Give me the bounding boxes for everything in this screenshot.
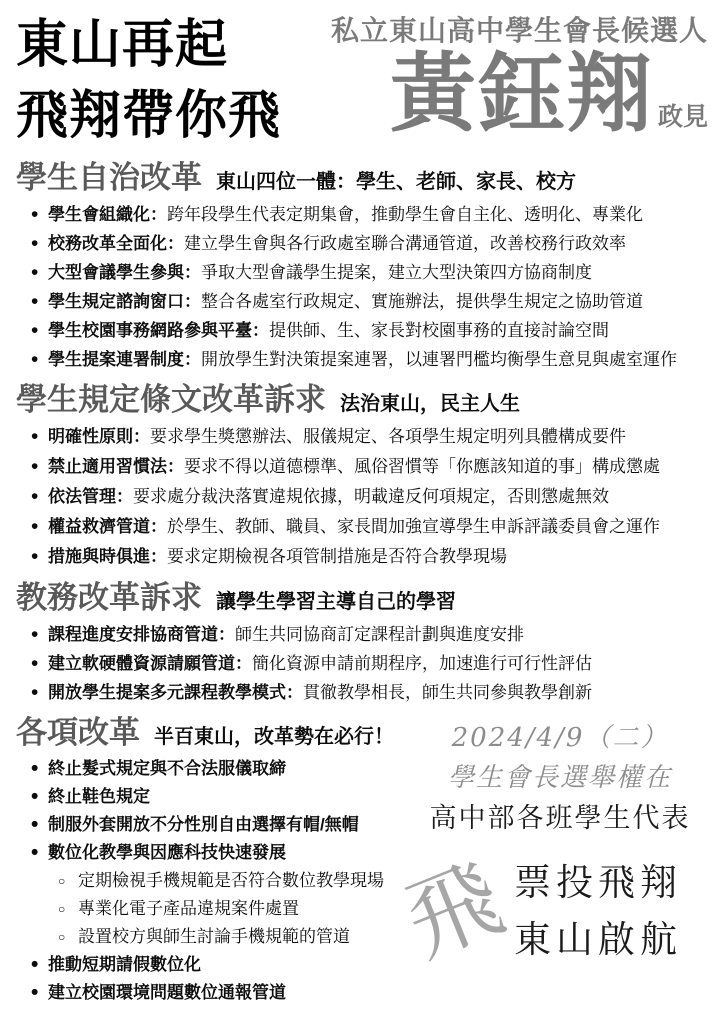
fly-character-watermark: 飛 (391, 843, 517, 978)
policy-list (16, 620, 708, 707)
platform-label: 政見 (657, 102, 708, 131)
section-subtitle: 東山四位一體：學生、老師、家長、校方 (216, 171, 576, 193)
policy-item: • 學生提案連署制度：開放學生對決策提案連署，以連署門檻均衡學生意見與處室運作 (48, 345, 708, 374)
section-subtitle: 半百東山，改革勢在必行！ (154, 726, 394, 748)
policy-subitem: ○ 設置校方與師生討論手機規範的管道 (78, 923, 708, 951)
policy-item: • 開放學生提案多元課程教學模式：貫徹教學相長，師生共同參與教學創新 (48, 678, 708, 707)
policy-list (16, 200, 708, 374)
section-title: 學生規定條文改革訴求 (16, 382, 326, 417)
candidate-intro: 私立東山高中學生會長候選人 (330, 15, 708, 46)
policy-item: • 禁止適用習慣法：要求不得以道德標準、風俗習慣等「你應該知道的事」構成懲處 (48, 452, 708, 482)
policy-subitem: ○ 定期檢視手機規範是否符合數位教學現場 (78, 867, 708, 895)
election-info (391, 718, 706, 978)
candidate-block (331, 6, 708, 141)
policy-item: • 校務改革全面化：建立學生會與各行政處室聯合溝通管道，改善校務行政效率 (48, 229, 708, 258)
policy-item: • 學生校園事務網路參與平臺：提供師、生、家長對校園事務的直接討論空間 (48, 316, 708, 345)
candidate-name: 黃鈺翔 (389, 46, 654, 142)
policy-item: • 學生會組織化：跨年段學生代表定期集會，推動學生會自主化、透明化、專業化 (48, 200, 708, 229)
cta-lines (514, 854, 682, 968)
policy-item: • 數位化教學與因應科技快速發展 ○ 定期檢視手機規範是否符合數位教學現場 ○ 專業化電子產品違規案件處置 ○ 設置校方與師生討論手機規範的管道 (48, 839, 708, 951)
vote-call-to-action (391, 843, 706, 978)
section-heading (16, 383, 708, 417)
policy-item: • 權益救濟管道：於學生、教師、職員、家長間加強宣導學生申訴評議委員會之運作 (48, 512, 708, 542)
slogan-line-1: 東山再起 (16, 16, 229, 74)
cta-line-2: 東山啟航 (514, 918, 683, 961)
policy-item: • 明確性原則：要求學生獎懲辦法、服儀規定、各項學生規定明列具體構成要件 (48, 422, 708, 452)
section-title: 學生自治改革 (16, 160, 202, 195)
policy-item: • 措施與時俱進：要求定期檢視各項管制措施是否符合教學現場 (48, 542, 708, 572)
policy-item: • 終止鞋色規定 (48, 783, 708, 811)
policy-item: • 大型會議學生參與：爭取大型會議學生提案，建立大型決策四方協商制度 (48, 258, 708, 287)
flyer-header (16, 6, 708, 152)
policy-item: • 課程進度安排協商管道：師生共同協商訂定課程計劃與進度安排 (48, 620, 708, 649)
section-subtitle: 法治東山，民主人生 (340, 393, 520, 415)
cta-line-1: 票投飛翔 (514, 861, 683, 904)
section-regulation-reform (16, 383, 708, 572)
election-date: 2024/4/9（二） (451, 723, 669, 753)
section-misc-reform (16, 716, 708, 1007)
policy-item: • 建立校園環境問題數位通報管道 (48, 979, 708, 1007)
policy-item: • 學生規定諮詢窗口：整合各處室行政規定、實施辦法，提供學生規定之協助管道 (48, 287, 708, 316)
slogan-line-2: 飛翔帶你飛 (16, 87, 282, 145)
policy-list (16, 422, 708, 572)
policy-item: • 推動短期請假數位化 (48, 951, 708, 979)
policy-item: • 依法管理：要求處分裁決落實違規依據，明載違反何項規定，否則懲處無效 (48, 482, 708, 512)
section-student-autonomy (16, 161, 708, 374)
section-subtitle: 讓學生學習主導自己的學習 (216, 591, 456, 613)
section-title: 教務改革訴求 (16, 580, 202, 615)
section-heading (16, 581, 708, 615)
campaign-slogan (16, 6, 281, 152)
policy-item: • 建立軟硬體資源請願管道：簡化資源申請前期程序，加速進行可行性評估 (48, 649, 708, 678)
policy-subitem: ○ 專業化電子產品違規案件處置 (78, 895, 708, 923)
section-title: 各項改革 (16, 715, 140, 750)
section-heading (16, 161, 708, 195)
section-academic-reform (16, 581, 708, 707)
election-note-line1: 學生會長選舉權在 (447, 763, 672, 793)
policy-item: • 終止髮式規定與不合法服儀取締 (48, 755, 708, 783)
election-note-line2: 高中部各班學生代表 (429, 803, 691, 834)
candidate-name-row (331, 48, 708, 141)
policy-item: • 制服外套開放不分性別自由選擇有帽/無帽 (48, 811, 708, 839)
